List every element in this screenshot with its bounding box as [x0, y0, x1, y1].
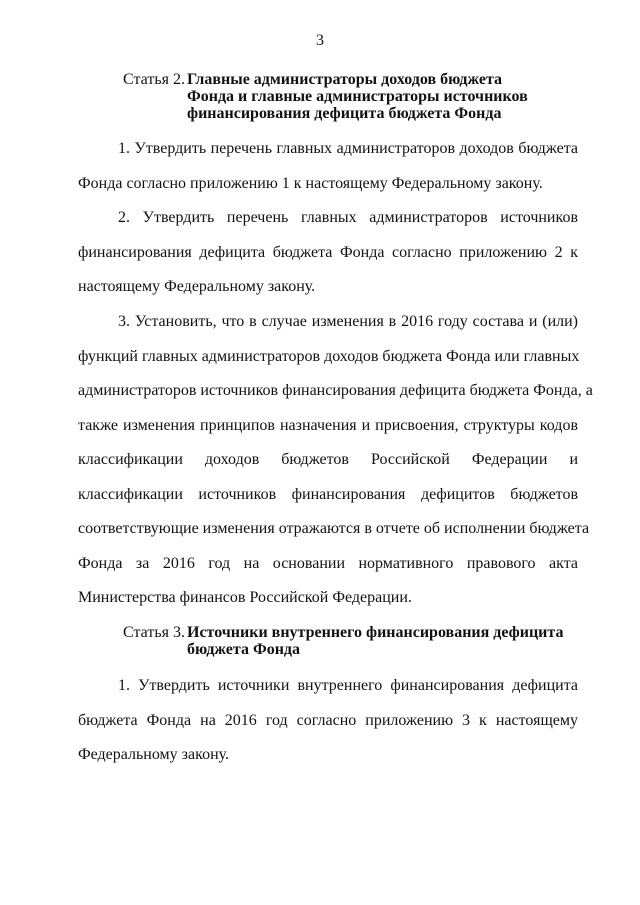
paragraph-line: классификации источников финансирования дефицитов бюджетов	[78, 485, 578, 503]
article-3-title-line: бюджета Фонда	[187, 641, 301, 658]
article-2-paragraph-1	[78, 140, 578, 209]
article-3-heading	[123, 624, 583, 658]
paragraph-line: Фонда согласно приложению 1 к настоящему Федеральному закону.	[78, 174, 543, 192]
paragraph-line: 3. Установить, что в случае изменения в 2016 году состава и (или)	[118, 313, 578, 330]
paragraph-line: Федеральному закону.	[78, 746, 230, 763]
paragraph-line: настоящему Федеральному закону.	[78, 278, 316, 295]
paragraph-line: 1. Утвердить перечень главных администраторов доходов бюджета	[118, 140, 578, 157]
article-2-paragraph-3	[78, 313, 593, 624]
article-2-paragraph-2	[78, 209, 578, 313]
paragraph-line: Фонда за 2016 год на основании нормативного правового акта	[78, 554, 578, 572]
article-3-label: Статья 3.	[123, 624, 185, 641]
paragraph-line: Министерства финансов Российской Федерации.	[78, 589, 412, 606]
article-2-title-line: финансирования дефицита бюджета Фонда	[187, 105, 502, 122]
paragraph-line: 1. Утвердить источники внутреннего финансирования дефицита	[118, 677, 578, 694]
paragraph-line: администраторов источников финансирования дефицита бюджета Фонда, а	[78, 382, 593, 399]
article-3-paragraph-1	[78, 677, 578, 781]
paragraph-line: классификации доходов бюджетов Российской Федерации и	[78, 451, 578, 468]
paragraph-line: функций главных администраторов доходов бюджета Фонда или главных	[78, 347, 580, 365]
paragraph-line: 2. Утвердить перечень главных администраторов источников	[118, 209, 578, 226]
article-2-title-line: Фонда и главные администраторы источников	[187, 88, 528, 105]
article-2-title-line: Главные администраторы доходов бюджета	[187, 71, 503, 88]
article-3-title	[187, 624, 563, 658]
paragraph-line: соответствующие изменения отражаются в отчете об исполнении бюджета	[78, 520, 590, 537]
article-2-title	[187, 71, 528, 122]
paragraph-line: также изменения принципов назначения и присвоения, структуры кодов	[78, 416, 578, 434]
article-2-label: Статья 2.	[123, 71, 185, 88]
page-number: 3	[316, 32, 324, 49]
article-3-title-line: Источники внутреннего финансирования дефицита	[187, 624, 564, 641]
paragraph-line: финансирования дефицита бюджета Фонда согласно приложению 2 к	[78, 243, 578, 261]
article-2-heading	[123, 71, 583, 122]
paragraph-line: бюджета Фонда на 2016 год согласно приложению 3 к настоящему	[78, 711, 578, 729]
